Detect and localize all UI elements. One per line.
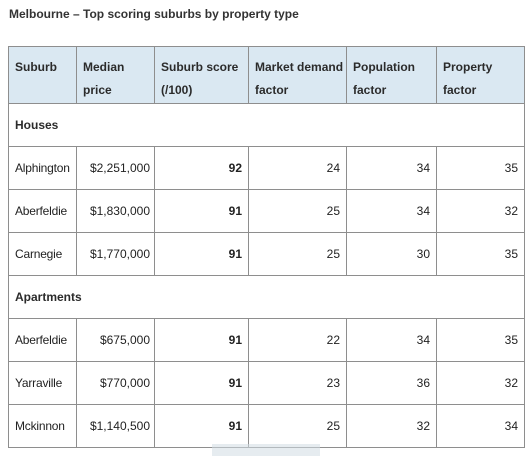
- cell-suburb: Aberfeldie: [9, 319, 77, 362]
- cell-suburb: Mckinnon: [9, 405, 77, 448]
- section-row-apartments: [9, 276, 525, 319]
- cell-market-demand: 24: [249, 147, 347, 190]
- cell-property: 34: [437, 405, 525, 448]
- cell-property: 35: [437, 233, 525, 276]
- page-title: Melbourne – Top scoring suburbs by property type: [9, 7, 299, 21]
- cell-market-demand: 25: [249, 190, 347, 233]
- cell-suburb-score: 92: [155, 147, 249, 190]
- cell-suburb: Alphington: [9, 147, 77, 190]
- cell-suburb-score: 91: [155, 190, 249, 233]
- header-median-price: Median price: [77, 47, 155, 104]
- cell-population: 32: [347, 405, 437, 448]
- cell-suburb-score: 91: [155, 233, 249, 276]
- cell-median-price: $770,000: [77, 362, 155, 405]
- cell-median-price: $1,830,000: [77, 190, 155, 233]
- cell-market-demand: 23: [249, 362, 347, 405]
- table-row: [9, 147, 525, 190]
- cell-property: 32: [437, 190, 525, 233]
- cell-median-price: $1,140,500: [77, 405, 155, 448]
- cell-property: 35: [437, 147, 525, 190]
- cell-suburb: Carnegie: [9, 233, 77, 276]
- cell-suburb-score: 91: [155, 319, 249, 362]
- cell-population: 34: [347, 190, 437, 233]
- section-row-houses: [9, 104, 525, 147]
- header-market-demand-factor: Market demand factor: [249, 47, 347, 104]
- cell-population: 34: [347, 147, 437, 190]
- cell-suburb-score: 91: [155, 362, 249, 405]
- section-label: Houses: [9, 104, 525, 147]
- table-row: [9, 405, 525, 448]
- cell-population: 34: [347, 319, 437, 362]
- cell-market-demand: 25: [249, 233, 347, 276]
- cell-population: 36: [347, 362, 437, 405]
- header-population-factor: Population factor: [347, 47, 437, 104]
- suburb-scores-table: [8, 46, 525, 448]
- cell-market-demand: 22: [249, 319, 347, 362]
- header-suburb: Suburb: [9, 47, 77, 104]
- table-row: [9, 319, 525, 362]
- table-header-row: [9, 47, 525, 104]
- section-label: Apartments: [9, 276, 525, 319]
- watermark-overlay: [212, 444, 320, 456]
- cell-suburb: Aberfeldie: [9, 190, 77, 233]
- cell-suburb-score: 91: [155, 405, 249, 448]
- table-row: [9, 190, 525, 233]
- cell-median-price: $2,251,000: [77, 147, 155, 190]
- cell-population: 30: [347, 233, 437, 276]
- cell-median-price: $1,770,000: [77, 233, 155, 276]
- cell-market-demand: 25: [249, 405, 347, 448]
- header-property-factor: Property factor: [437, 47, 525, 104]
- table-row: [9, 362, 525, 405]
- cell-suburb: Yarraville: [9, 362, 77, 405]
- cell-property: 32: [437, 362, 525, 405]
- cell-property: 35: [437, 319, 525, 362]
- table-row: [9, 233, 525, 276]
- cell-median-price: $675,000: [77, 319, 155, 362]
- header-suburb-score: Suburb score (/100): [155, 47, 249, 104]
